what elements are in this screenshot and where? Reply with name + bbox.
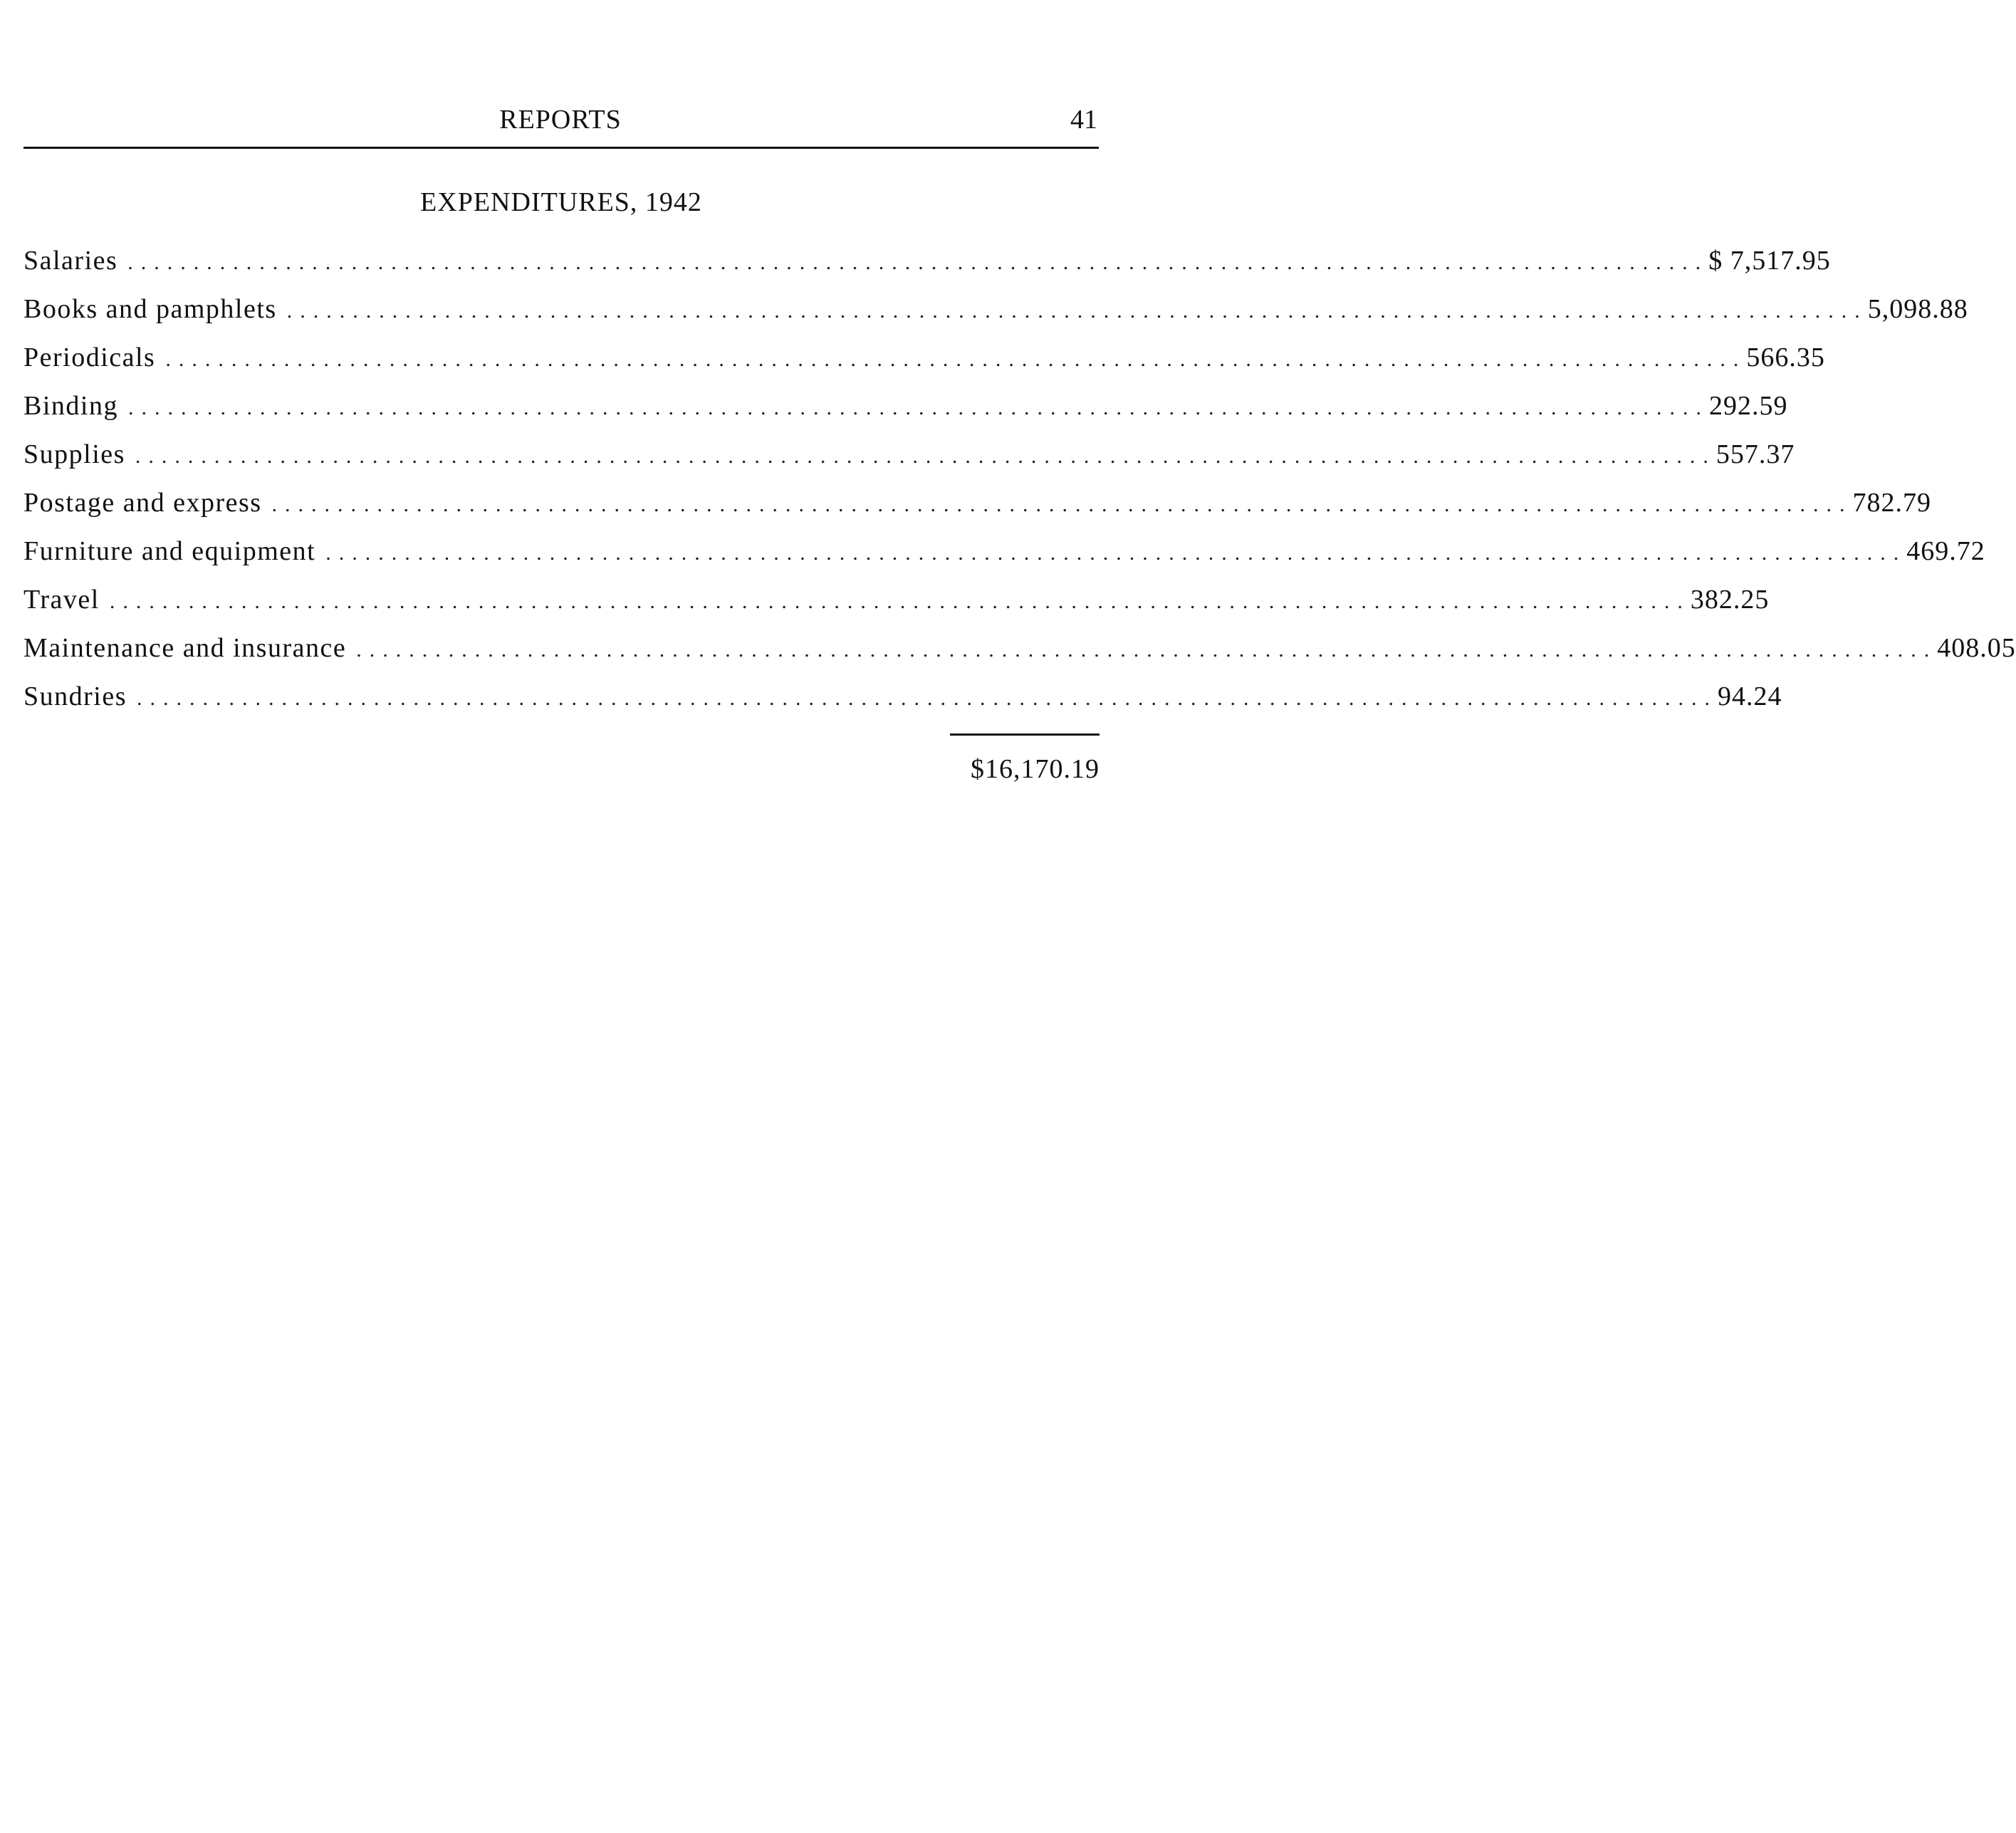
- header-rule: [23, 147, 1099, 149]
- ledger-row-maintenance: [23, 632, 2016, 681]
- ledger-row-periodicals: [23, 342, 1825, 390]
- dot-leader: ........................................................................................................................: [271, 493, 1853, 516]
- ledger-label: Travel: [23, 585, 100, 615]
- total-amount: $16,170.19: [971, 754, 1100, 784]
- ledger-amount: 557.37: [1715, 439, 1795, 469]
- ledger-label: Binding: [23, 391, 118, 421]
- ledger-label: Furniture and equipment: [23, 536, 316, 566]
- expenditure-ledger: [23, 245, 2016, 729]
- ledger-amount: 566.35: [1746, 343, 1825, 372]
- ledger-label: Maintenance and insurance: [23, 633, 347, 663]
- running-head: [23, 104, 1097, 140]
- ledger-row-binding: [23, 390, 1788, 439]
- ledger-label: Postage and express: [23, 488, 262, 518]
- ledger-amount: $ 7,517.95: [1708, 246, 1831, 276]
- ledger-amount: 382.25: [1690, 585, 1770, 615]
- ledger-amount: 292.59: [1708, 391, 1788, 421]
- ledger-amount: 5,098.88: [1867, 294, 1968, 324]
- dot-leader: ........................................................................................................................: [127, 251, 1709, 274]
- ledger-amount: 782.79: [1852, 488, 1932, 518]
- ledger-label: Supplies: [23, 439, 125, 469]
- ledger-label: Periodicals: [23, 343, 156, 372]
- ledger-row-postage: [23, 487, 1932, 536]
- ledger-row-books: [23, 293, 1968, 342]
- ledger-amount: 469.72: [1906, 536, 1985, 566]
- section-title: EXPENDITURES, 1942: [420, 187, 702, 217]
- ledger-label: Books and pamphlets: [23, 294, 277, 324]
- dot-leader: ........................................................................................................................: [356, 638, 1938, 662]
- ledger-amount: 408.05: [1937, 633, 2016, 663]
- dot-leader: ........................................................................................................................: [109, 590, 1691, 613]
- ledger-row-salaries: [23, 245, 1831, 293]
- page-number: 41: [1070, 105, 1097, 135]
- ledger-label: Sundries: [23, 682, 127, 711]
- ledger-row-supplies: [23, 439, 1795, 487]
- dot-leader: ........................................................................................................................: [127, 396, 1709, 419]
- ledger-label: Salaries: [23, 246, 118, 276]
- dot-leader: ........................................................................................................................: [135, 444, 1716, 468]
- ledger-row-sundries: [23, 681, 1782, 729]
- ledger-row-travel: [23, 584, 1770, 632]
- dot-leader: ........................................................................................................................: [325, 541, 1907, 565]
- dot-leader: ........................................................................................................................: [165, 348, 1747, 371]
- ledger-row-furniture: [23, 536, 1985, 584]
- ledger-amount: 94.24: [1718, 682, 1782, 711]
- running-title: REPORTS: [499, 105, 622, 135]
- dot-leader: ........................................................................................................................: [137, 686, 1718, 710]
- total-rule: [950, 733, 1100, 736]
- dot-leader: ........................................................................................................................: [286, 299, 1868, 323]
